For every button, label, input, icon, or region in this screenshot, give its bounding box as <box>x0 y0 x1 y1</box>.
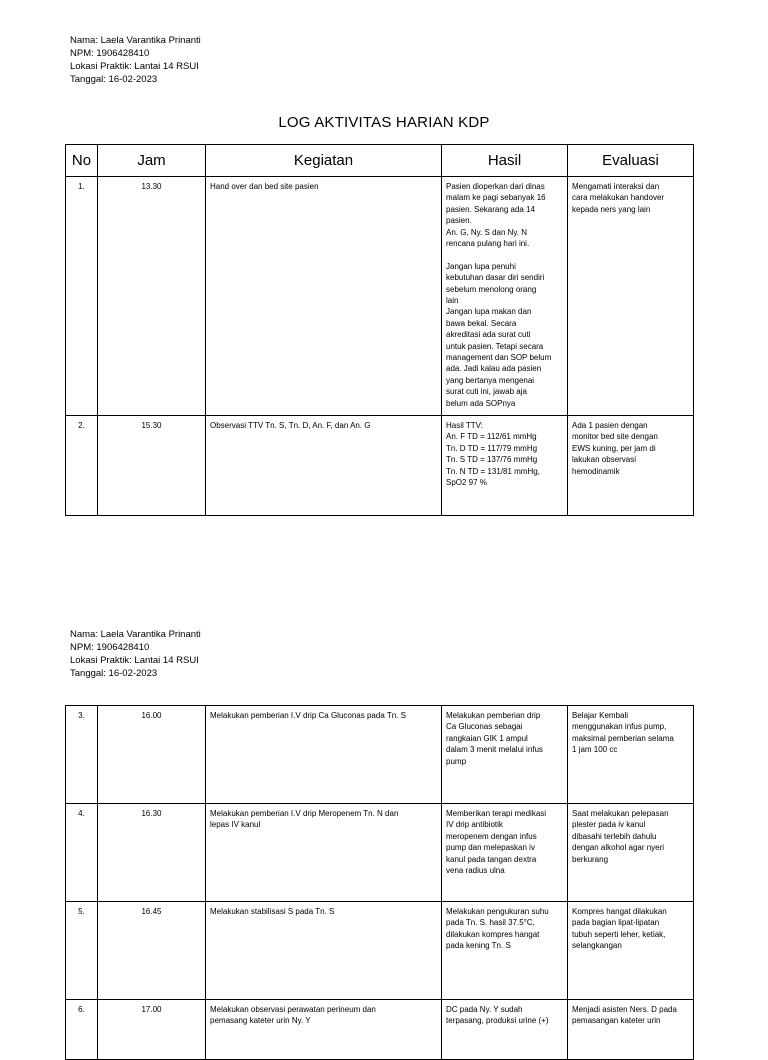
cell-evaluasi-line: tubuh seperti leher, ketiak, <box>572 929 666 939</box>
cell-hasil-line: ada. Jadi kalau ada pasien <box>446 364 542 374</box>
cell-hasil-line: management dan SOP belum <box>446 353 552 363</box>
cell-evaluasi-line: selangkangan <box>572 941 622 951</box>
table-row <box>66 706 694 804</box>
cell-evaluasi-line: Ada 1 pasien dengan <box>572 421 648 430</box>
cell-hasil-line: terpasang, produksi urine (+) <box>446 1016 549 1026</box>
column-header-kegiatan: Kegiatan <box>206 145 442 177</box>
cell-evaluasi <box>568 1000 694 1060</box>
cell-evaluasi-line: pada bagian lipat-lipatan <box>572 918 660 928</box>
cell-hasil <box>442 804 568 902</box>
table-row <box>66 1000 694 1060</box>
cell-hasil <box>442 177 568 416</box>
student-name: Nama: Laela Varantika Prinanti <box>70 35 201 46</box>
cell-kegiatan-line: Observasi TTV Tn. S, Tn. D, An. F, dan An. G <box>210 421 371 430</box>
cell-hasil-line: An. F TD = 112/61 mmHg <box>446 432 537 442</box>
cell-evaluasi-line: maksimal pemberian selama <box>572 733 674 743</box>
cell-hasil-line: malam ke pagi sebanyak 16 <box>446 193 546 203</box>
cell-hasil-line: An. G, Ny. S dan Ny. N <box>446 227 528 237</box>
column-header-evaluasi: Evaluasi <box>568 145 694 177</box>
cell-hasil-line: Memberikan terapi medikasi <box>446 809 547 818</box>
cell-no: 2. <box>66 416 98 516</box>
cell-evaluasi-line: monitor bed site dengan <box>572 432 658 442</box>
cell-evaluasi-line: dengan alkohol agar nyeri <box>572 843 665 853</box>
cell-hasil-line: Hasil TTV: <box>446 421 483 430</box>
cell-hasil-line: Tn. D TD = 117/79 mmHg <box>446 443 538 453</box>
cell-hasil <box>442 1000 568 1060</box>
cell-no: 4. <box>66 804 98 902</box>
cell-kegiatan-line: Hand over dan bed site pasien <box>210 182 319 191</box>
cell-hasil-line: Melakukan pengukuran suhu <box>446 907 549 916</box>
table-row <box>66 902 694 1000</box>
cell-evaluasi-line: plester pada iv kanul <box>572 820 646 830</box>
cell-no: 3. <box>66 706 98 804</box>
cell-kegiatan-line: Melakukan pemberian I.V drip Ca Gluconas pada Tn. S <box>210 711 406 720</box>
cell-hasil-line: IV drip antibiotik <box>446 820 503 830</box>
cell-evaluasi-line: Mengamati interaksi dan <box>572 182 660 191</box>
cell-hasil-line: sebelum menolong orang <box>446 284 537 294</box>
cell-hasil-line: SpO2 97 % <box>446 478 487 488</box>
cell-hasil <box>442 902 568 1000</box>
cell-evaluasi-line: cara melakukan handover <box>572 193 665 203</box>
cell-evaluasi-line: 1 jam 100 cc <box>572 745 618 755</box>
cell-hasil-line: Melakukan pemberian drip <box>446 711 541 720</box>
cell-jam: 17.00 <box>98 1000 206 1060</box>
student-name: Nama: Laela Varantika Prinanti <box>70 629 201 640</box>
practice-date: Tanggal: 16-02-2023 <box>70 74 158 85</box>
cell-hasil-line: Jangan lupa makan dan <box>446 307 532 317</box>
cell-evaluasi <box>568 177 694 416</box>
practice-date: Tanggal: 16-02-2023 <box>70 668 158 679</box>
cell-hasil-line: DC pada Ny. Y sudah <box>446 1005 523 1014</box>
cell-evaluasi <box>568 416 694 516</box>
cell-hasil-line: belum ada SOPnya <box>446 398 516 408</box>
cell-hasil-line: dilakukan kompres hangat <box>446 929 540 939</box>
cell-kegiatan-line: Melakukan stabilisasi S pada Tn. S <box>210 907 335 916</box>
cell-no: 5. <box>66 902 98 1000</box>
cell-hasil-line: surat cuti ini, jawab aja <box>446 387 527 397</box>
cell-hasil-line: pasien. Sekarang ada 14 <box>446 204 535 214</box>
practice-location: Lokasi Praktik: Lantai 14 RSUI <box>70 61 199 72</box>
page-title: LOG AKTIVITAS HARIAN KDP <box>278 114 490 131</box>
cell-hasil-line: kanul pada tangan dextra <box>446 854 537 864</box>
student-info-header <box>70 34 201 86</box>
cell-hasil-line: akreditasi ada surat cuti <box>446 330 531 340</box>
cell-evaluasi-line: berkurang <box>572 854 609 864</box>
cell-kegiatan <box>206 177 442 416</box>
cell-hasil-line: pada Tn. S. hasil 37.5°C, <box>446 918 535 928</box>
cell-evaluasi-line: hemodinamik <box>572 466 620 476</box>
cell-evaluasi-line: Menjadi asisten Ners. D pada <box>572 1005 677 1014</box>
cell-evaluasi-line: menggunakan infus pump, <box>572 722 667 732</box>
cell-hasil-line: Tn. S TD = 137/76 mmHg <box>446 455 538 465</box>
table-row <box>66 416 694 516</box>
practice-location: Lokasi Praktik: Lantai 14 RSUI <box>70 655 199 666</box>
cell-jam: 16.00 <box>98 706 206 804</box>
column-header-hasil: Hasil <box>442 145 568 177</box>
cell-jam: 15.30 <box>98 416 206 516</box>
cell-hasil-line: meropenem dengan infus <box>446 831 537 841</box>
column-header-no: No <box>66 145 98 177</box>
cell-hasil <box>442 706 568 804</box>
cell-hasil-line: lain <box>446 296 459 306</box>
table-row <box>66 804 694 902</box>
cell-jam: 16.30 <box>98 804 206 902</box>
cell-evaluasi-line: kepada ners yang lain <box>572 204 651 214</box>
cell-kegiatan <box>206 804 442 902</box>
cell-hasil <box>442 416 568 516</box>
cell-hasil-line: vena radius ulna <box>446 866 505 876</box>
cell-evaluasi-line: Saat melakukan pelepasan <box>572 809 669 818</box>
cell-evaluasi-line: lakukan observasi <box>572 455 637 465</box>
cell-hasil-line: rangkaian GIK 1 ampul <box>446 733 528 743</box>
student-npm: NPM: 1906428410 <box>70 48 150 59</box>
cell-kegiatan <box>206 416 442 516</box>
cell-kegiatan-line: lepas IV kanul <box>210 820 261 830</box>
table-2-body <box>66 706 694 1060</box>
cell-kegiatan <box>206 1000 442 1060</box>
cell-evaluasi <box>568 804 694 902</box>
cell-evaluasi <box>568 902 694 1000</box>
cell-hasil-line: bawa bekal. Secara <box>446 318 517 328</box>
column-header-jam: Jam <box>98 145 206 177</box>
cell-jam: 13.30 <box>98 177 206 416</box>
cell-hasil-line: Ca Gluconas sebagai <box>446 722 523 732</box>
cell-hasil-line: kebutuhan dasar diri sendiri <box>446 273 545 283</box>
cell-jam: 16.45 <box>98 902 206 1000</box>
student-info-header-2 <box>70 628 201 680</box>
activity-log-table-1 <box>65 144 694 516</box>
cell-kegiatan <box>206 706 442 804</box>
cell-hasil-line: yang bertanya mengenai <box>446 375 535 385</box>
cell-hasil-line: pump <box>446 756 467 766</box>
cell-hasil-line: rencana pulang hari ini. <box>446 239 530 249</box>
table-1-body <box>66 177 694 516</box>
cell-hasil-line: pump dan melepaskan iv <box>446 843 535 853</box>
activity-log-table-2 <box>65 705 694 1060</box>
cell-hasil-line: pasien. <box>446 216 472 226</box>
cell-kegiatan-line: Melakukan observasi perawatan perineum dan <box>210 1005 376 1014</box>
cell-hasil-line: dalam 3 menit melalui infus <box>446 745 543 755</box>
cell-evaluasi-line: Belajar Kembali <box>572 711 629 720</box>
cell-kegiatan <box>206 902 442 1000</box>
student-npm: NPM: 1906428410 <box>70 642 150 653</box>
cell-hasil-line <box>446 249 563 260</box>
cell-no: 6. <box>66 1000 98 1060</box>
cell-evaluasi <box>568 706 694 804</box>
cell-kegiatan-line: pemasang kateter urin Ny. Y <box>210 1016 311 1026</box>
cell-hasil-line: Tn. N TD = 131/81 mmHg, <box>446 466 540 476</box>
cell-evaluasi-line: pemasangan kateter urin <box>572 1016 661 1026</box>
cell-hasil-line: pada kening Tn. S <box>446 941 511 951</box>
cell-hasil-line: Pasien dioperkan dari dinas <box>446 182 545 191</box>
cell-evaluasi-line: EWS kuning, per jam di <box>572 443 656 453</box>
cell-hasil-line: untuk pasien. Tetapi secara <box>446 341 544 351</box>
cell-no: 1. <box>66 177 98 416</box>
table-row <box>66 177 694 416</box>
cell-evaluasi-line: Kompres hangat dilakukan <box>572 907 667 916</box>
table-header-row <box>66 145 694 177</box>
cell-evaluasi-line: dibasahi terlebih dahulu <box>572 831 657 841</box>
cell-kegiatan-line: Melakukan pemberian I.V drip Meropenem Tn. N dan <box>210 809 399 818</box>
cell-hasil-line: Jangan lupa penuhi <box>446 261 516 271</box>
